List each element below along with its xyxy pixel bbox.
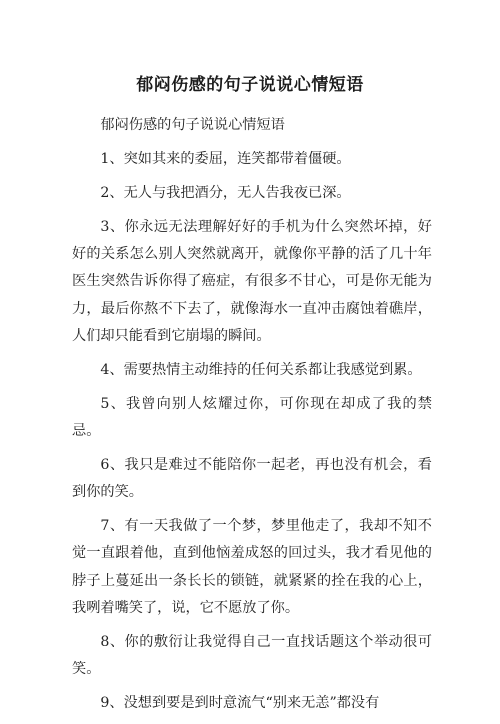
list-item: 2、无人与我把酒分，无人告我夜已深。 [100,185,351,201]
page-title: 郁闷伤感的句子说说心情短语 [136,75,364,95]
article-body [72,112,432,724]
list-item: 1、突如其来的委屈，连笑都带着僵硬。 [100,151,351,167]
intro-paragraph: 郁闷伤感的句子说说心情短语 [100,117,285,133]
list-item: 8、你的敷衍让我觉得自己一直找话题这个举动很可笑。 [72,633,432,678]
list-item: 6、我只是难过不能陪你一起老，再也没有机会，看到你的笑。 [72,457,432,501]
list-item: 4、需要热情主动维持的任何关系都让我感觉到累。 [100,361,422,378]
list-item: 7、有一天我做了一个梦，梦里他走了，我却不知不觉一直跟着他，直到他恼羞成怒的回过头，我才看见他的脖子上蔓延出一条长长的锁链，就紧紧的拴在我的心上，我咧着嘴笑了，说，它不愿放了你。 [72,518,432,616]
list-item: 5、我曾向别人炫耀过你，可你现在却成了我的禁忌。 [72,395,432,440]
list-item: 9、没想到要是到时意流气“别来无恙”都没有 [100,695,380,712]
list-item: 3、你永远无法理解好好的手机为什么突然坏掉，好好的关系怎么别人突然就离开，就像你平静的活了几十年医生突然告诉你得了癌症，有很多不甘心，可是你无能为力，最后你熬不下去了，就像海水一直冲击腐蚀着礁岸，人们却只能看到它崩塌的瞬间。 [72,219,432,344]
